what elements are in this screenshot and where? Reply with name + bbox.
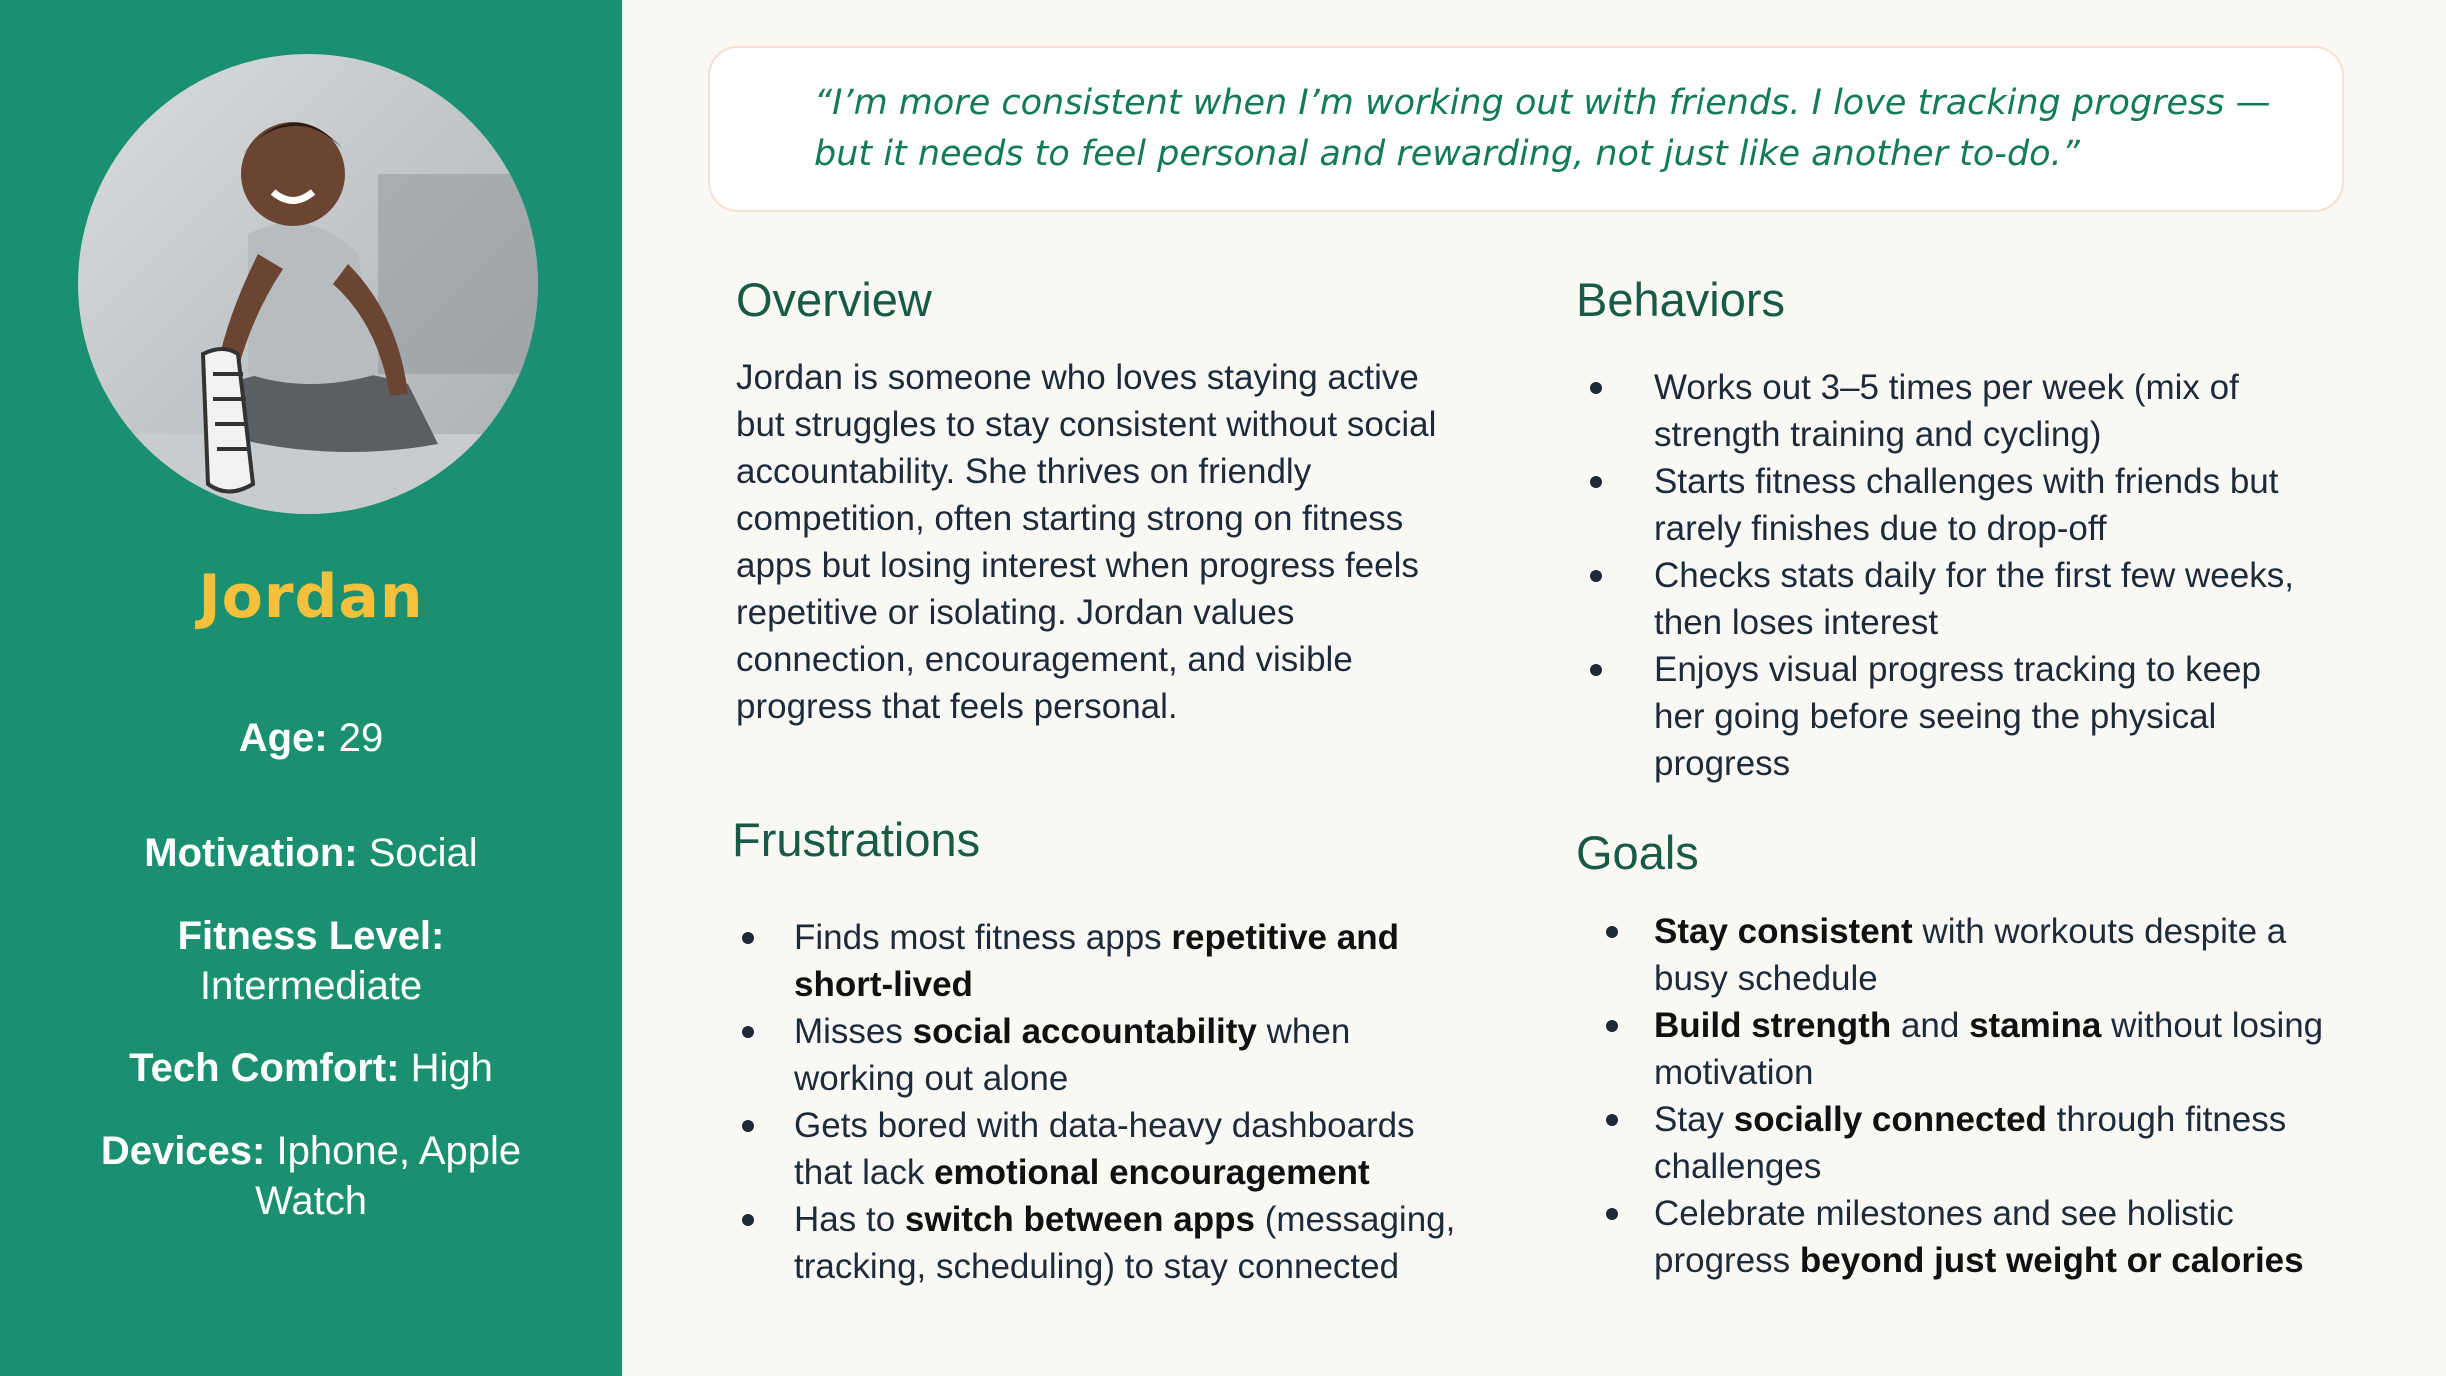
bullet-icon — [1606, 1020, 1618, 1032]
behaviors-item-text: Enjoys visual progress tracking to keep her going before seeing the physical progress — [1654, 650, 2261, 783]
bullet-icon — [1590, 570, 1602, 582]
overview-text: Jordan is someone who loves staying active but struggles to stay consistent without social accountability. She thrives on friendly competition, often starting strong on fitness apps but losing interest when progress feels repetitive or isolating. Jordan values connection, encouragement, and visible progress that feels personal. — [736, 358, 1437, 726]
bullet-icon — [742, 1026, 754, 1038]
behaviors-item-text: Starts fitness challenges with friends but rarely finishes due to drop-off — [1654, 462, 2279, 548]
frustrations-item-text: (messaging, tracking, scheduling) to stay connected — [794, 1200, 1456, 1286]
persona-photo — [78, 54, 538, 514]
goals-item-text: Stay — [1654, 1100, 1734, 1139]
frustrations-item — [742, 914, 1462, 1008]
goals-item-text: and — [1891, 1006, 1970, 1045]
age-label: Age: — [238, 716, 328, 760]
behaviors-item — [1590, 552, 2320, 646]
behaviors-list — [1590, 364, 2320, 787]
frustrations-item-text: Finds most fitness apps — [794, 918, 1172, 957]
behaviors-item — [1590, 458, 2320, 552]
fitness-label: Fitness Level: — [177, 914, 445, 958]
bullet-icon — [1606, 1114, 1618, 1126]
goals-item-text: stamina — [1969, 1006, 2102, 1045]
devices-value: Iphone, Apple Watch — [255, 1129, 522, 1223]
tech-value: High — [410, 1046, 493, 1090]
frustrations-item-text: Gets bored with data-heavy dashboards that lack — [794, 1106, 1415, 1192]
behaviors-item — [1590, 364, 2320, 458]
quote-card — [708, 46, 2344, 212]
persona-fitness-level — [40, 911, 582, 1011]
persona-quote: “I’m more consistent when I’m working out with friends. I love tracking progress — but it needs to feel personal and rewarding, not just like another to-do.” — [814, 83, 2271, 174]
behaviors-heading: Behaviors — [1576, 273, 1785, 326]
goals-list — [1606, 908, 2336, 1284]
goals-item-text: through fitness challenges — [1654, 1100, 2287, 1186]
frustrations-item-text: emotional encouragement — [934, 1153, 1370, 1192]
bullet-icon — [742, 1214, 754, 1226]
goals-item — [1606, 1190, 2336, 1284]
goals-item-text: Build strength — [1654, 1006, 1892, 1045]
age-value: 29 — [338, 716, 384, 760]
persona-sidebar — [0, 0, 622, 1376]
goals-item-text: with workouts despite a busy schedule — [1654, 912, 2287, 998]
frustrations-item-text: social accountability — [912, 1012, 1257, 1051]
persona-age — [40, 713, 582, 763]
persona-devices — [40, 1126, 582, 1226]
motivation-label: Motivation: — [144, 831, 358, 875]
frustrations-item — [742, 1196, 1462, 1290]
bullet-icon — [1606, 926, 1618, 938]
goals-item-text: Stay consistent — [1654, 912, 1913, 951]
motivation-value: Social — [368, 831, 478, 875]
frustrations-list — [742, 914, 1462, 1290]
bullet-icon — [1590, 382, 1602, 394]
frustrations-item-text: Misses — [794, 1012, 913, 1051]
bullet-icon — [742, 932, 754, 944]
persona-motivation — [40, 828, 582, 878]
goals-item — [1606, 1096, 2336, 1190]
persona-name: Jordan — [198, 562, 424, 632]
bullet-icon — [742, 1120, 754, 1132]
frustrations-item-text: Has to — [794, 1200, 905, 1239]
goals-item — [1606, 908, 2336, 1002]
overview-heading: Overview — [736, 273, 932, 326]
persona-tech-comfort — [40, 1043, 582, 1093]
bullet-icon — [1590, 476, 1602, 488]
frustrations-item-text: repetitive and short-lived — [794, 918, 1399, 1004]
goals-item-text: without losing motivation — [1654, 1006, 2324, 1092]
goals-heading: Goals — [1576, 826, 1699, 879]
frustrations-item-text: switch between apps — [904, 1200, 1255, 1239]
behaviors-item-text: Checks stats daily for the first few weeks, then loses interest — [1654, 556, 2294, 642]
goals-item-text: beyond just weight or calories — [1799, 1241, 2304, 1280]
behaviors-item — [1590, 646, 2320, 787]
goals-item — [1606, 1002, 2336, 1096]
fitness-value: Intermediate — [199, 964, 423, 1008]
goals-item-text: Celebrate milestones and see holistic progress — [1654, 1194, 2234, 1280]
devices-label: Devices: — [100, 1129, 266, 1173]
bullet-icon — [1606, 1208, 1618, 1220]
frustrations-item — [742, 1102, 1462, 1196]
tech-label: Tech Comfort: — [129, 1046, 400, 1090]
frustrations-heading: Frustrations — [732, 813, 981, 866]
persona-photo-illustration — [78, 54, 538, 514]
bullet-icon — [1590, 664, 1602, 676]
goals-item-text: socially connected — [1733, 1100, 2047, 1139]
frustrations-item — [742, 1008, 1462, 1102]
behaviors-item-text: Works out 3–5 times per week (mix of strength training and cycling) — [1654, 368, 2239, 454]
frustrations-item-text: when working out alone — [794, 1012, 1351, 1098]
